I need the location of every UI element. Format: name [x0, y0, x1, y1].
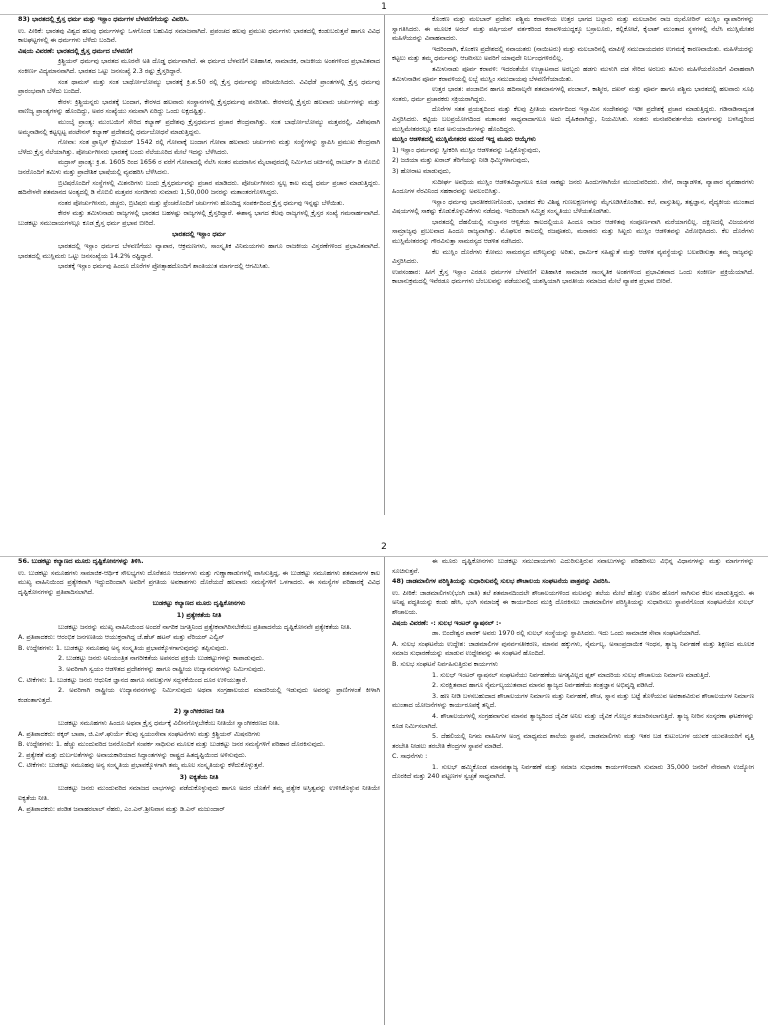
right-column: [392, 15, 754, 288]
paragraph: ಈ ಮೂರು ದೃಷ್ಟಿಕೋನಗಳು ಬುಡಕಟ್ಟು ಸಮುದಾಯಗಳು ಎದುರಿಸುತ್ತಿರುವ ಸವಾಲುಗಳನ್ನು ಪರಿಹರಿಸಲು ವಿಭಿನ್ನ ವಿಧಾನಗಳನ್ನು ಮತ್ತು ಮಾರ್ಗಗಳನ್ನು ಸೂಚಿಸುತ್ತವೆ.: [392, 557, 754, 575]
paragraph: ಬುಡಕಟ್ಟು ಸಮೂಹಗಳು ಹಿಂದೂ ಅಥವಾ ಕ್ರೈಸ್ತ ಧರ್ಮಕ್ಕೆ ವಿಲೀನಗೊಳ್ಳಬೇಕೆಂಬ ನೀತಿಯೇ ಸ್ವಾಂಗೀಕರಣದ ನೀತಿ.: [58, 718, 280, 727]
paragraph: ಇಸ್ಲಾಂ ಧರ್ಮವು ಭಾರತೀಕರಣಗೊಂಡು, ಭಾರತದ ಕೆಲ ವಿಶಿಷ್ಟ ಗುಣಲಕ್ಷಣಗಳನ್ನು ಮೈಗೂಡಿಸಿಕೊಂಡಿತು. ಕಲೆ, ವಾಸ್ತುಶಿಲ್ಪ, ತತ್ವಜ್ಞಾನ, ವೈದ್ಯಕೀಯ ಮುಂತಾದ ವಿಷಯಗಳಲ್ಲಿ ಸಾಕಷ್ಟು ಕೊಡುಕೊಳ್ಳುವಿಕೆಗಳು ನಡೆದವು. ಇದರಿಂದಾಗಿ ಸಮ್ಮಿಶ್ರ ಸಂಸ್ಕೃತಿಯು ಬೆಳೆಯತೊಡಗಿತು.: [392, 197, 754, 216]
paragraph: B. ಸುಲಭ ಸಂಘಟನೆ ನಿರ್ವಹಿಸುತ್ತಿರುವ ಕಾರ್ಯಗಳು: [392, 659, 498, 668]
paragraph: ಉತ್ತರ ಭಾರತ: ಪಂಜಾಬಿನ ಹಾಗೂ ಹದಿನಾಲ್ಕನೇ ಶತಮಾನಗಳಲ್ಲಿ ಪಂಜಾಬ್, ಕಾಶ್ಮೀರ, ದಖನ್ ಮತ್ತು ಪೂರ್ವ ಹಾಗೂ ಪಶ್ಚಿಮ ಭಾರತದಲ್ಲಿ ಹಲವಾರು ಸೂಫಿ ಸಂತರು, ಧರ್ಮ ಪ್ರಚಾರಕರು ಸಕ್ರಿಯರಾಗಿದ್ದರು.: [392, 85, 754, 103]
paragraph: ಇದರಿಂದಾಗಿ, ಕೊಂಕಣ ಪ್ರದೇಶದಲ್ಲಿ ನವಾಯತರು (ನಾಯಿಟರು) ಮತ್ತು ಮಲಬಾರಿನಲ್ಲಿ ಮಾಪಿಳ್ಳೆ ಸಮುದಾಯದವರ ಉಗಮಕ್ಕೆ ಕಾರಣವಾಯಿತು. ಮಹಿಳೆಯರನ್ನು ಕಟ್ಟಲು ಮತ್ತು ತಮ್ಮ ಧರ್ಮವನ್ನು ಆಚರಿಸಲು ಅವರಿಗೆ ಯಾವುದೇ ನಿರ್ಬಂಧಗಳಿರಲಿಲ್ಲ.: [392, 44, 754, 63]
left-column: [18, 557, 380, 815]
paragraph: C. ಟೀಕೆಗಳು: ಬುಡಕಟ್ಟು ಸಮೂಹವು ಅನ್ಯ ಸಂಸ್ಕೃತಿಯ ಪ್ರಭಾವಕ್ಕೊಳಗಾಗಿ ತಮ್ಮ ಮೂಲ ಸಂಸ್ಕೃತಿಯನ್ನು ಕಳೆದುಕೊಳ್ಳುತ್ತವೆ.: [18, 761, 265, 770]
paragraph: 1) ಇಸ್ಲಾಂ ಧರ್ಮವನ್ನು ಸ್ವೀಕರಿಸಿ ಮುಸ್ಲಿಂ ಆಡಳಿತವನ್ನು ಒಪ್ಪಿಕೊಳ್ಳುವುದು,: [392, 145, 541, 154]
paragraph: ಕ್ರಿಶ್ಚಿಯನ್ ಧರ್ಮವು ಭಾರತದ ಮೂರನೇ ಅತಿ ದೊಡ್ಡ ಧರ್ಮವಾಗಿದೆ. ಈ ಧರ್ಮದ ಬೆಳವಣಿಗೆ ಐತಿಹಾಸಿಕ, ಸಾಮಾಜಿಕ, ರಾಜಕೀಯ ಅಂಶಗಳಿಂದ ಪ್ರಭಾವಿತವಾದ ಸಂಕೀರ್ಣ ವಿದ್ಯಮಾನವಾಗಿದೆ. ಭಾರತದ ಒಟ್ಟು ಜನಸಂಖ್ಯೆ 2.3 ರಷ್ಟು ಕ್ರೈಸ್ತರಿದ್ದಾರೆ.: [18, 57, 380, 75]
paragraph: 2. ಬುಡಕಟ್ಟು ಜನರು ಅನಿಯಂತ್ರಿತ ನಾಗರೀಕತೆಯ ಅಪಸರದ ಪ್ರಕ್ರಿಯೆ ಬುಡಕಟ್ಟುಗಳನ್ನು ಕಾಪಾಡುವುದು.: [58, 654, 264, 663]
paragraph: B. ಉದ್ದೇಶಗಳು: 1. ಹೆಚ್ಚು ಮುಂದುವರಿದ ಜನರೊಂದಿಗೆ ಸಂಪರ್ಕ ಸಾಧಿಸುವ ಮೂಲಕ ಮತ್ತು ಬುಡಕಟ್ಟು ಜನರ ಸಮಸ್ಯೆಗಳಿಗೆ ಪರಿಹಾರ ದೊರಕಿಸುವುದು.: [18, 740, 326, 749]
paragraph: 5. ದೆಹಲಿಯಲ್ಲಿ ನಿಗಮ ವಾಹಿನಿಗಳ ಅಂಗ್ಲ ಮಾಧ್ಯಮದ ಶಾಲೆಯ ಸ್ಥಾಪನೆ, ಜಾಡಮಾಲಿಗಳು ಮತ್ತು ಇತರ ಬಡ ಕುಟುಂಬಗಳ ಯುವಕ ಯುವತಿಯರಿಗೆ ವೃತ್ತಿ ತರಬೇತಿ ನೀಡಲು ತರಬೇತಿ ಕೇಂದ್ರಗಳ ಸ್ಥಾಪನೆ ಮಾಡಿದೆ.: [392, 732, 754, 750]
paragraph: C. ಟೀಕೆಗಳು: 1. ಬುಡಕಟ್ಟು ಜನರು ಆಧುನಿಕ ಜ್ಞಾನದ ಹಾಗೂ ಸವಲತ್ತುಗಳ ಸದ್ಬಳಕೆಯಿಂದ ದೂರ ಉಳಿಯುತ್ತಾರೆ.: [18, 675, 248, 684]
paragraph: ಮದ್ರಾಸ್ ಪ್ರಾಂತ್ಯ: ಕ್ರಿ.ಶ. 1605 ರಿಂದ 1656 ರ ವರೆಗೆ ಗೋವಾದಲ್ಲಿ ನೆಲೆಸಿ ಸಂತರ ಮದರಾಸಿನ ಮೈಲಾಪುರದಲ್ಲಿ ನಿರ್ಮಿಸಿದ ಚರ್ಚಿನಲ್ಲಿ ರಾಬರ್ಟ್ ಡಿ ನೊಬಿಲಿ ಜನರೊಂದಿಗೆ ತಮಿಳು ಮತ್ತು ಪ್ರಾದೇಶಿಕ ಭಾಷೆಯಲ್ಲಿ ವ್ಯವಹರಿಸಿ ಬೆಳೆಸಿದನು.: [18, 158, 380, 176]
paragraph: ಕೆಲ ಮುಸ್ಲಿಂ ದೊರೆಗಳು ಕೋಮು ಸಾಮರಸ್ಯದ ಮೌಲ್ಯವನ್ನು ಅರಿತು, ಧಾರ್ಮಿಕ ಸಹಿಷ್ಣುತೆ ಮತ್ತು ಆಡಳಿತ ವ್ಯವಸ್ಥೆಯನ್ನು ಬಲಪಡಿಸುತ್ತಾ ತಮ್ಮ ರಾಜ್ಯವನ್ನು ವಿಸ್ತರಿಸಿದರು.: [392, 247, 754, 266]
paragraph: ಉ. ಬುಡಕಟ್ಟು ಸಮೂಹಗಳು ಸಾಮಾಜಿಕ-ಆರ್ಥಿಕ ಸೌಲಭ್ಯಗಳು ದೊರೆತರೂ ಆದರ್ಶಗಳು ಮತ್ತು ಗುಣ್ಣಾಣಾಡುಗಳಲ್ಲಿ ವಾಸಿಸುತ್ತಿದ್ದ, ಈ ಬುಡಕಟ್ಟು ಸಮೂಹಗಳು ಶತಮಾನಗಳ ಕಾಲ ಮುಖ್ಯ ವಾಹಿನಿಯಿಂದ ಪ್ರತ್ಯೇಕವಾಗಿ ಇದ್ದುದರಿಂದಾಗಿ ಅವರಿಗೆ ಪ್ರಗತಿಯ ಅವಕಾಶಗಳು ದೊರೆಯದೆ ಹಲವಾರು ಸಮಸ್ಯೆಗಳಿಗೆ ಒಳಗಾದರು. ಈ ಸಮಸ್ಯೆಗಳ ಪರಿಹಾರಕ್ಕೆ ವಿವಿಧ ದೃಷ್ಟಿಕೋನಗಳನ್ನು ಪ್ರತಿಪಾದಿಸಲಾಗಿದೆ.: [18, 568, 380, 596]
paragraph: ಕೇರಳ ಮತ್ತು ತಮಿಳುನಾಡು ರಾಜ್ಯಗಳಲ್ಲಿ ಭಾರತದ ಬಹಳಷ್ಟು ರಾಜ್ಯಗಳಲ್ಲಿ ಕ್ರೈಸ್ತರಿದ್ದಾರೆ. ಈಶಾನ್ಯ ಭಾಗದ ಕೆಲವು ರಾಜ್ಯಗಳಲ್ಲಿ ಕ್ರೈಸ್ತರ ಸಂಖ್ಯೆ ಗಮನಾರ್ಹವಾಗಿದೆ. ಬುಡಕಟ್ಟು ಸಮುದಾಯಗಳಲ್ಲೂ ಕೂಡ ಕ್ರೈಸ್ತ ಧರ್ಮ ಪ್ರಭಾವ ಬೀರಿದೆ.: [18, 209, 380, 227]
question-heading: 83) ಭಾರತದಲ್ಲಿ ಕ್ರೈಸ್ತ ಧರ್ಮ ಮತ್ತು ಇಸ್ಲಾಂ ಧರ್ಮಗಳ ಬೆಳವಣಿಗೆಯನ್ನು ವಿವರಿಸಿ.: [18, 15, 190, 23]
paragraph: A. ಪ್ರತಿಪಾದಕರು: ಠಕ್ಕರ್ ಬಾಪಾ, ಜಿ.ಎಸ್.ಘುರ್ಯೆ ಕೆಲವು ಸ್ವಯಂಸೇವಾ ಸಂಘಟನೆಗಳು ಮತ್ತು ಕ್ರಿಶ್ಚಿಯನ್ ಮಿಷನರಿಗಳು: [18, 729, 261, 738]
right-column: [392, 557, 754, 783]
page-number: 2: [381, 542, 387, 552]
paragraph: ಉ. ಪೀಠಿಕೆ: ಭಾರತವು ವಿಶ್ವದ ಹಲವು ಧರ್ಮಗಳನ್ನು ಒಳಗೊಂಡ ಬಹುವಿಧ ಸಮಾಜವಾಗಿದೆ. ಪ್ರಪಂಚದ ಹಲವು ಪ್ರಮುಖ ಧರ್ಮಗಳು ಭಾರತದಲ್ಲಿ ಕಂಡುಬರುತ್ತವೆ ಹಾಗೂ ವಿವಿಧ ಕಾಲಘಟ್ಟಗಳಲ್ಲಿ ಈ ಧರ್ಮಗಳು ಬೆಳೆದು ಬಂದಿವೆ.: [18, 26, 380, 45]
paragraph: ಬ್ರಿಟಿಷರೊಂದಿಗೆ ಸಂಸ್ಥೆಗಳಲ್ಲಿ ಮಿಶನರಿಗಳು ಬಂದು ಕ್ರೈಸ್ತಧರ್ಮವನ್ನು ಪ್ರಚಾರ ಮಾಡಿದರು. ಪೋರ್ಚುಗೀಸರು ಸ್ವಲ್ಪ ಕಾಲ ಮಧ್ಯೆ ಧರ್ಮ ಪ್ರಚಾರ ಮಾಡುತ್ತಿದ್ದರು. ಹದಿನೇಳನೇ ಶತಮಾನದ ಅಂತ್ಯದಲ್ಲಿ ಡಿ ನೊಬಿಲಿ ಮತ್ತವರ ಸಂಗಡಿಗರು ಸುಮಾರು 1,50,000 ಜನರನ್ನು ಮತಾಂತರಗೊಳಿಸಿದ್ದರು.: [18, 178, 380, 197]
paragraph: 2. ಸುರಕ್ಷಿತವಾದ ಹಾಗೂ ನೈರ್ಮಲ್ಯಯುತವಾದ ಮಾನವ ತ್ಯಾಜ್ಯದ ನಿರ್ವಹಣೆಯ ತಂತ್ರಜ್ಞಾನ ಅಭಿವೃದ್ಧಿ ಪಡಿಸಿದೆ.: [432, 681, 655, 690]
subheading: ಮುಸ್ಲಿಂ ಆಡಳಿತದಲ್ಲಿ ಮುಸ್ಲಿಮೇತರರ ಮುಂದೆ ಇದ್ದ ಮೂರು ಆಯ್ಕೆಗಳು: [392, 135, 536, 144]
paragraph: ಉ. ಪೀಠಿಕೆ: ಜಾಡಮಾಲಿಗಳು(ಭಂಗಿ ಜಾತಿ) ತಲೆ ಶತಮಾನದಿಂದಲೇ ಶೌಚಾಲಯಗಳಿಂದ ಮಲವನ್ನು ತಲೆಯ ಮೇಲೆ ಹೊತ್ತು ಊರಿನ ಹೊರಗೆ ಸಾಗಿಸುವ ಕೆಲಸ ಮಾಡುತ್ತಿದ್ದರು. ಈ ಅನಿಷ್ಟ ಪದ್ಧತಿಯನ್ನು ಕಂಡು ಹೇಸಿ, ಭಂಗಿ ಸಮಾಜಕ್ಕೆ ಈ ಕಾರ್ಯದಿಂದ ಮುಕ್ತಿ ದೊರಕಿಸಲು ಜಾಡಮಾಲಿಗಳ ಪರಿಸ್ಥಿತಿಯನ್ನು ಸುಧಾರಿಸಲು ಸ್ಥಾಪನೆಗೊಂಡ ಸಂಘಟನೆಯೇ ಸುಲಭ್ ಶೌಚಾಲಯ.: [392, 588, 754, 616]
paragraph: 4. ಶೌಚಾಲಯಗಳಲ್ಲಿ ಸಂಗ್ರಹವಾಗುವ ಮಾನವ ತ್ಯಾಜ್ಯದಿಂದ ಜೈವಿಕ ಅನಿಲ ಮತ್ತು ಜೈವಿಕ ಗೊಬ್ಬರ ತಯಾರಿಸಲಾಗುತ್ತಿದೆ. ತ್ಯಾಜ್ಯ ನೀರಿನ ಸಂಸ್ಕರಣಾ ಘಟಕಗಳನ್ನು ಕೂಡ ನಿರ್ಮಿಸಲಾಗಿದೆ.: [392, 711, 754, 730]
document-page-2: [0, 556, 768, 1025]
paragraph: ತಮಿಳುನಾಡು ಪೂರ್ವ ಕರಾವಳಿ: ಇದರಂತೆಯೇ ಉಚ್ಚಾಟನಾದ ಅರಬ್ಬರು ಹಡಗು ಮುಳುಗಿ ದಡ ಸೇರಿದ ಅರಬರು ತಮಿಳು ಮಹಿಳೆಯರೊಂದಿಗೆ ವಿವಾಹವಾಗಿ ತಮಿಳುನಾಡಿನ ಪೂರ್ವ ಕರಾವಳಿಯಲ್ಲಿ ಲಬ್ಬೆ ಮುಸ್ಲಿಂ ಸಮುದಾಯವು ಬೆಳವಣಿಗೆಯಾಯಿತು.: [392, 64, 754, 83]
paragraph: 2. ಪ್ರತ್ಯೇಕತೆ ಮತ್ತು ದುರ್ಬಲತೆಗಳನ್ನು ಅವಾಯಕಾರಿಯಾದ ಸಿದ್ಧಾಂತಗಳನ್ನು ರಾಷ್ಟ್ರದ ಹಿತದೃಷ್ಟಿಯಿಂದ ಅಳಿಸುವುದು.: [18, 750, 247, 759]
paragraph: ಸುದೀರ್ಘ ಅವಧಿಯ ಮುಸ್ಲಿಂ ಆಡಳಿತವಿದ್ದಾಗಲೂ ಕೂಡ ಸಾಕಷ್ಟು ಜನರು ಹಿಂದುಗಳಾಗಿಯೇ ಮುಂದುವರಿದರು. ಸೇನೆ, ರಾಜ್ಯಾಡಳಿತ, ವ್ಯಾಪಾರ ವ್ಯವಹಾರಗಳು ಹಿಂದೂಗಳ ನೆರವಿನಿಂದ ಸಹಕಾರವನ್ನು ಅವಲಂಬಿಸಿತ್ತು.: [392, 177, 754, 196]
paragraph: ಗೋವಾ: ಸಂತ ಫ್ರಾನ್ಸಿಸ್ ಕ್ಸೇವಿಯರ್ 1542 ರಲ್ಲಿ ಗೋವಾಕ್ಕೆ ಬಂದಾಗ ಗೋವಾ ಹಲವಾರು ಚರ್ಚುಗಳು ಮತ್ತು ಸಂಸ್ಥೆಗಳನ್ನು ಸ್ಥಾಪಿಸಿ ಪ್ರಮುಖ ಕೇಂದ್ರವಾಗಿ ಬೆಳೆದು ಕ್ರೈಸ್ತ ನೆಲೆಯಾಗಿತ್ತು. ಪೋರ್ಚುಗೀಸರು ಭಾರತಕ್ಕೆ ಬಂದು ನೆಲೆಯೂರಿದ ಮೇಲೆ ಇದನ್ನು ಬೆಳೆಸಿದರು.: [18, 138, 380, 156]
paragraph: ಸಂತ ಥಾಮಸ್ ಮತ್ತು ಸಂತ ಬಾರ್ಥೋಲೋಮ್ಯು ಭಾರತಕ್ಕೆ ಕ್ರಿ.ಶ.50 ರಲ್ಲಿ ಕ್ರೈಸ್ತ ಧರ್ಮವನ್ನು ಪರಿಚಯಿಸಿದರು. ವಿವಿಧೆಡೆ ಪ್ರಾಂತಗಳಲ್ಲಿ ಕ್ರೈಸ್ತ ಧರ್ಮವು ಪ್ರಾರಂಭವಾಗಿ ಬೆಳೆದು ಬಂದಿದೆ.: [18, 77, 380, 96]
paragraph: ಭಾರತದಲ್ಲಿ ಇಸ್ಲಾಂ ಧರ್ಮದ ಬೆಳವಣಿಗೆಯು ವ್ಯಾಪಾರ, ಆಕ್ರಮಣಗಳು, ಸಾಂಸ್ಕೃತಿಕ ವಿನಿಮಯಗಳು ಹಾಗೂ ರಾಜಕೀಯ ವಿಸ್ತರಣೆಗಳಿಂದ ಪ್ರಭಾವಿತವಾಗಿದೆ. ಭಾರತದಲ್ಲಿ ಮುಸ್ಲಿಮರು ಒಟ್ಟು ಜನಸಂಖ್ಯೆಯ 14.2% ರಷ್ಟಿದ್ದಾರೆ.: [18, 242, 380, 260]
question-heading: 56. ಬುಡಕಟ್ಟು ಕಲ್ಯಾಣದ ಮೂರು ದೃಷ್ಟಿಕೋನಗಳನ್ನು ತಿಳಿಸಿ.: [18, 557, 144, 565]
question-heading: 48) ಜಾಡಮಾಲಿಗಳ ಪರಿಸ್ಥಿತಿಯನ್ನು ಸುಧಾರಿಸುವಲ್ಲಿ ಸುಲಭ ಶೌಚಾಲಯ ಸಂಘಟನೆಯ ಪಾತ್ರವನ್ನು ವಿವರಿಸಿ.: [392, 577, 611, 586]
paragraph: ಭಾರತಕ್ಕೆ ಇಸ್ಲಾಂ ಧರ್ಮವು ಹಿಂದೂ ದೊರೆಗಳ ಪ್ರೋತ್ಸಾಹದೊಂದಿಗೆ ಶಾಂತಿಯುತ ಮಾರ್ಗದಲ್ಲಿ ಆಗಮಿಸಿತು.: [58, 262, 270, 271]
subheading: ವಿಷಯ ವಿವರಣೆ: -: ಸುಲಭ ಇಂಟರ್ ನ್ಯಾಷನಲ್ :-: [392, 618, 502, 627]
section-heading: 2) ಸ್ವಾಂಗೀಕರಣದ ನೀತಿ: [173, 707, 225, 716]
paragraph: C. ಸಾಧನೆಗಳು :: [392, 752, 428, 761]
section-heading: 1) ಪ್ರತ್ಯೇಕತೆಯ ನೀತಿ: [176, 610, 222, 619]
paragraph: 2) ಜಜಿಯಾ ಮತ್ತು ಖರಾಜ್ ತೆರಿಗೆಯನ್ನು ನೀಡಿ ಧಿಮ್ಮಿಗಳಾಗುವುದು,: [392, 156, 530, 165]
column-divider: [384, 557, 385, 1025]
subheading: ವಿಷಯ ವಿವರಣೆ: ಭಾರತದಲ್ಲಿ ಕ್ರೈಸ್ತ ಧರ್ಮದ ಬೆಳವಣಿಗೆ: [18, 46, 133, 55]
paragraph: ಕೇರಳ: ಕ್ರಿಶ್ಚಿಯನ್ನರು ಭಾರತಕ್ಕೆ ಬಂದಾಗ, ಕೇರಳದ ಹಲವಾರು ಸಂಸ್ಥಾನಗಳಲ್ಲಿ ಕ್ರೈಸ್ತಧರ್ಮವು ಪಸರಿಸಿತು. ಕೇರಳದಲ್ಲಿ ಕ್ರೈಸ್ತರು ಹಲವಾರು ಚರ್ಚುಗಳನ್ನು ಮತ್ತು ವಾಣಿಜ್ಯ ಪ್ರಾಂತ್ಯಗಳನ್ನು ಹೊಂದಿದ್ದು, ಅವರ ಸಂಖ್ಯೆಯು ಸಮವಾಗಿ ಏರಿದ್ದು ಒಂದು ಲಕ್ಷದಷ್ಟಿತ್ತು.: [18, 97, 380, 116]
paragraph: A. ಪ್ರತಿಪಾದಕರು: ಪಂಡಿತ ಜವಾಹರಲಾಲ್ ನೆಹರು, ಎಂ.ಎನ್.ಶ್ರೀನಿವಾಸ ಮತ್ತು ಡಿ.ಎನ್ ಮಜುಂದಾರ್: [18, 804, 225, 813]
paragraph: ಉಪಸಂಹಾರ: ಹೀಗೆ ಕ್ರೈಸ್ತ ಇಸ್ಲಾಂ ಎರಡೂ ಧರ್ಮಗಳ ಬೆಳವಣಿಗೆ ಐತಿಹಾಸಿಕ ಸಾಮಾಜಿಕ ಸಾಂಸ್ಕೃತಿಕ ಅಂಶಗಳಿಂದ ಪ್ರಭಾವಿತವಾದ ಒಂದು ಸಂಕೀರ್ಣ ಪ್ರಕ್ರಿಯೆಯಾಗಿದೆ. ಕಾಲಾನುಕ್ರಮದಲ್ಲಿ ಇವೆರಡೂ ಧರ್ಮಗಳು ಬೆಂಬಲವನ್ನು ಪಡೆಯುವಲ್ಲಿ ಯಶಸ್ವಿಯಾಗಿ ಭಾರತೀಯ ಸಮಾಜದ ಮೇಲೆ ವ್ಯಾಪಕ ಪ್ರಭಾವ ಬೀರಿವೆ.: [392, 267, 754, 286]
paragraph: B. ಉದ್ದೇಶಗಳು: 1. ಬುಡಕಟ್ಟು ಸಮೂಹವು ಅನ್ಯ ಸಂಸ್ಕೃತಿಯ ಪ್ರಭಾವಕ್ಕೊಳಗಾಗುವುದನ್ನು ತಪ್ಪಿಸುವುದು.: [18, 643, 229, 652]
paragraph: 3. ಹಣ ನೀಡಿ ಬಳಸಬಹುದಾದ ಶೌಚಾಲಯಗಳ ನಿರ್ಮಾಣ ಮತ್ತು ನಿರ್ವಹಣೆ, ಶೌಚ, ಸ್ನಾನ ಮತ್ತು ಬಟ್ಟೆ ತೊಳೆಯುವ ಅವಕಾಶವಿರುವ ಶೌಚಾಲಯಗಳ ನಿರ್ಮಾಣ ಮುಂತಾದ ಯೋಜನೆಗಳನ್ನು ಕಾರ್ಯರೂಪಕ್ಕೆ ತನ್ನಿದೆ.: [392, 691, 754, 710]
document-page-1: [0, 14, 768, 515]
page-number: 1: [381, 2, 387, 12]
paragraph: ಬುಡಕಟ್ಟು ಜನರು ಮುಂದುವರಿದ ಸಮಾಜದ ಲಾಭಗಳನ್ನು ಪಡೆದುಕೊಳ್ಳುವುದು ಹಾಗೂ ಅದರ ಜೊತೆಗೆ ತಮ್ಮ ಪ್ರತ್ಯೇಕ ಅಸ್ತಿತ್ವವನ್ನು ಉಳಿಸಿಕೊಳ್ಳುವ ನೀತಿಯೇ ಐಕ್ಯತೆಯ ನೀತಿ.: [18, 784, 380, 803]
paragraph: 3. ಅವರಿಗಾಗಿ ಸ್ವಯಂ ಆಡಳಿತದ ಪ್ರದೇಶಗಳನ್ನು ಹಾಗೂ ರಾಷ್ಟ್ರೀಯ ಉದ್ಯಾನವನಗಳನ್ನು ನಿರ್ಮಿಸುವುದು.: [58, 664, 266, 673]
section-heading: 3) ಐಕ್ಯತೆಯ ನೀತಿ: [179, 772, 219, 781]
paragraph: ನಂತರ ಪೋರ್ಚುಗೀಸರು, ಡಚ್ಚರು, ಬ್ರಿಟಿಷರು ಮತ್ತು ಫ್ರೆಂಚರೊಂದಿಗೆ ಚರ್ಚುಗಳು ಹೊಂದಿದ್ದ ಸಂಪರ್ಕದಿಂದ ಕ್ರೈಸ್ತ ಧರ್ಮವು ಇನ್ನಷ್ಟು ಬೆಳೆಯಿತು.: [58, 198, 345, 207]
left-column: [18, 15, 380, 273]
column-divider: [384, 15, 385, 515]
paragraph: A. ಪ್ರತಿಪಾದಕರು: ಆರಂಭಿಕ ಜನಗಣತಿಯ ಆಯುಕ್ತರಾಗಿದ್ದ ಜೆ.ಹೆಚ್ ಹಟನ್ ಮತ್ತು ವೆರಿಯರ್ ಎಲ್ವಿನ್: [18, 633, 225, 642]
section-heading: ಬುಡಕಟ್ಟು ಕಲ್ಯಾಣದ ಮೂರು ದೃಷ್ಟಿಕೋನಗಳು: [152, 599, 246, 608]
paragraph: 1. ಸುಲಭ್ ಹಮ್ಮಿಕೊಂಡ ಮಾನವತ್ಯಾಜ್ಯ ನಿರ್ವಹಣೆ ಮತ್ತು ಸಮಾಜ ಸುಧಾರಣಾ ಕಾರ್ಯಗಳಿಂದಾಗಿ ಸುಮಾರು 35,000 ಜನರಿಗೆ ನೇರವಾಗಿ ಉದ್ಯೋಗ ದೊರಕಿದೆ ಮತ್ತು 240 ಪಟ್ಟಣಗಳ ಸ್ವಚ್ಛತೆ ಸಾಧ್ಯವಾಗಿದೆ.: [392, 762, 754, 781]
paragraph: ದೊರೆಗಳ ಸತತ ಪ್ರಯತ್ನದಿಂದ ಮತ್ತು ಕೆಲವು ಪ್ರೀತಿಯ ಮಾರ್ಗದಿಂದ ಇಸ್ಲಾಮಿನ ಸಂದೇಶವನ್ನು ಇಡೀ ಪ್ರದೇಶಕ್ಕೆ ಪ್ರಚಾರ ಮಾಡುತ್ತಿದ್ದರು. ಗಡಿನಾಡಿನಾದ್ಯಂತ ವಿಸ್ತರಿಸಿದರು. ಕಟ್ಟಿಯ ಬಲಪ್ರಯೋಗದಿಂದ ಮತಾಂತರ ಸಾಧ್ಯವಾದಾಗಲೂ ಅದು ದೈಹಿಕವಾಗಿದ್ದು, ನಿಯಮಿಸಿತು. ಸಂತರು ಮನಃಪರಿವರ್ತನೆಯ ಮಾರ್ಗವನ್ನು ಬಳಸಿದ್ದರಿಂದ ಮುಸ್ಲಿಮೇತರರಲ್ಲೂ ಕೂಡ ಅನುಯಾಯಿಗಳನ್ನು ಹೊಂದಿದ್ದರು.: [392, 105, 754, 133]
paragraph: ಮುಂಬೈ ಪ್ರಾಂತ್ಯ: ಮುಂಬಯಿಗೆ ಸೇರಿದ ಕಲ್ಯಾಣ್ ಪ್ರದೇಶವು ಕ್ರೈಸ್ತಧರ್ಮದ ಪ್ರಚಾರ ಕೇಂದ್ರವಾಗಿತ್ತು. ಸಂತ ಬಾರ್ಥೋಲೋಮ್ಯು ಮತ್ತವರಲ್ಲಿ, ವಿಶೇಷವಾಗಿ ಅಮ್ಮನಾಡಿನಲ್ಲಿ ಕಟ್ಟಲ್ಪಟ್ಟ ಪಂಟೇನಸ್ ಕಲ್ಯಾಣ್ ಪ್ರದೇಶದಲ್ಲಿ ಧರ್ಮಬೋಧನೆ ಮಾಡುತ್ತಿದ್ದನು.: [18, 117, 380, 136]
section-heading: ಭಾರತದಲ್ಲಿ ಇಸ್ಲಾಂ ಧರ್ಮ: [172, 230, 226, 239]
paragraph: ಭಾರತದಲ್ಲಿ ದೆಹಲಿಯಲ್ಲಿ ಸುಲ್ತಾನರ ಆಳ್ವಿಕೆಯ ಕಾಲದಲ್ಲಿಯೂ ಹಿಂದೂ ರಾಜರ ಆಡಳಿತವು ಸಂಪೂರ್ಣವಾಗಿ ಮರೆಯಾಗಲಿಲ್ಲ. ದಕ್ಷಿಣದಲ್ಲಿ ವಿಜಯನಗರ ಸಾಮ್ರಾಜ್ಯವು ಪ್ರಬಲವಾದ ಹಿಂದೂ ರಾಜ್ಯವಾಗಿತ್ತು. ಮೊಘಲರ ಕಾಲದಲ್ಲಿ ರಜಪೂತರು, ಮರಾಠರು ಮತ್ತು ಸಿಖ್ಖರು ಮುಸ್ಲಿಂ ಆಡಳಿತವನ್ನು ವಿರೋಧಿಸಿದರು. ಕೆಲ ದೊರೆಗಳು ಮುಸ್ಲಿಮೇತರರನ್ನು ಗೌರವಿಸುತ್ತಾ ಸಾಮರಸ್ಯದ ಆಡಳಿತ ನಡೆಸಿದರು.: [392, 217, 754, 246]
paragraph: 2. ಅವರಿಗಾಗಿ ರಾಷ್ಟ್ರೀಯ ಉದ್ಯಾನವನಗಳನ್ನು ನಿರ್ಮಿಸುವುದು ಅಥವಾ ಸಂಗ್ರಹಾಲಯದ ಮಾದರಿಯಲ್ಲಿ ಇಡುವುದು ಅವರನ್ನು ಪ್ರಾಣಿಗಳಂತೆ ಕೀಳಾಗಿ ಕಂಡಂತಾಗುತ್ತದೆ.: [18, 686, 380, 704]
paragraph: 3) ಹೋರಾಟ ಮಾಡುವುದು,: [392, 166, 451, 175]
paragraph: A. ಸುಲಭ ಸಂಘಟನೆಯ ಉದ್ದೇಶ: ಜಾಡಮಾಲಿಗಳ ಪುನರ್ವಸತೀಕರಣ, ಮಾನವ ಹಕ್ಕುಗಳು, ನೈರ್ಮಲ್ಯ, ಅಸಾಂಪ್ರದಾಯಿಕ ಇಂಧನ, ತ್ಯಾಜ್ಯ ನಿರ್ವಹಣೆ ಮತ್ತು ಶಿಕ್ಷಣದ ಮೂಲಕ ಸಮಾಜ ಸುಧಾರಣೆಯನ್ನು ಮಾಡುವ ಉದ್ದೇಶವನ್ನು ಈ ಸಂಘಟನೆ ಹೊಂದಿದೆ.: [392, 639, 754, 658]
paragraph: ಬುಡಕಟ್ಟು ಜನರನ್ನು ಮುಖ್ಯ ವಾಹಿನಿಯಿಂದ ಅಂದರೆ ನಾಗರಿಕ ಜಗತ್ತಿನಿಂದ ಪ್ರತ್ಯೇಕವಾಗಿರಿಸಬೇಕೆಂಬ ಪ್ರತಿಪಾದನೆಯ ದೃಷ್ಟಿಕೋನವೇ ಪ್ರತ್ಯೇಕತೆಯ ನೀತಿ.: [58, 622, 352, 631]
paragraph: 1. ಸುಲಭ್ ಇಂಟರ್ ನ್ಯಾಷನಲ್ ಸಂಘಟನೆಯು ನಿರ್ವಹಣೆಯ ಅಗತ್ಯವಿಲ್ಲದ ಫ್ಲಶ್ ಮಾದರಿಯ ಸುಲಭ ಶೌಚಾಲಯ ನಿರ್ಮಾಣ ಮಾಡುತ್ತಿದೆ.: [432, 670, 711, 679]
paragraph: ಕೊಂಕಣ ಮತ್ತು ಮಲಬಾರ್ ಪ್ರದೇಶ: ಪಶ್ಚಿಮ ಕರಾವಳಿಯ ಉತ್ತರ ಭಾಗದ ಬಲ್ಲಾರು ಮತ್ತು ಮಲಬಾರಿನ ರಾಜ ಝಮೋರಿನ್ ಮುಸ್ಲಿಂ ವ್ಯಾಪಾರಿಗಳನ್ನು ಸ್ವಾಗತಿಸಿದರು. ಈ ಮೂಲಕ ಅರಬ್ ಮತ್ತು ಪರ್ಷಿಯನ್ ವರ್ತಕರಿಂದ ಕರಾವಳಿಯುದ್ದಕ್ಕೂ ಬಸ್ರಾಲೂರು, ಕಲ್ಲಿಕೋಟೆ, ಕೈಲಾಶ್ ಮುಂತಾದ ಸ್ಥಳಗಳಲ್ಲಿ ನೆಲೆಸಿ ಮುಸ್ಲಿಮೇತರ ಮಹಿಳೆಯರನ್ನು ವಿವಾಹವಾದರು.: [392, 15, 754, 43]
paragraph: ಡಾ. ಬಿಂದೇಶ್ವರ ಪಾಠಕ್ ಅವರು 1970 ರಲ್ಲಿ ಸುಲಭ್ ಸಂಸ್ಥೆಯನ್ನು ಸ್ಥಾಪಿಸಿದರು. ಇದು ಒಂದು ಸಾಮಾಜಿಕ ಸೇವಾ ಸಂಘಟನೆಯಾಗಿದೆ.: [432, 629, 701, 638]
